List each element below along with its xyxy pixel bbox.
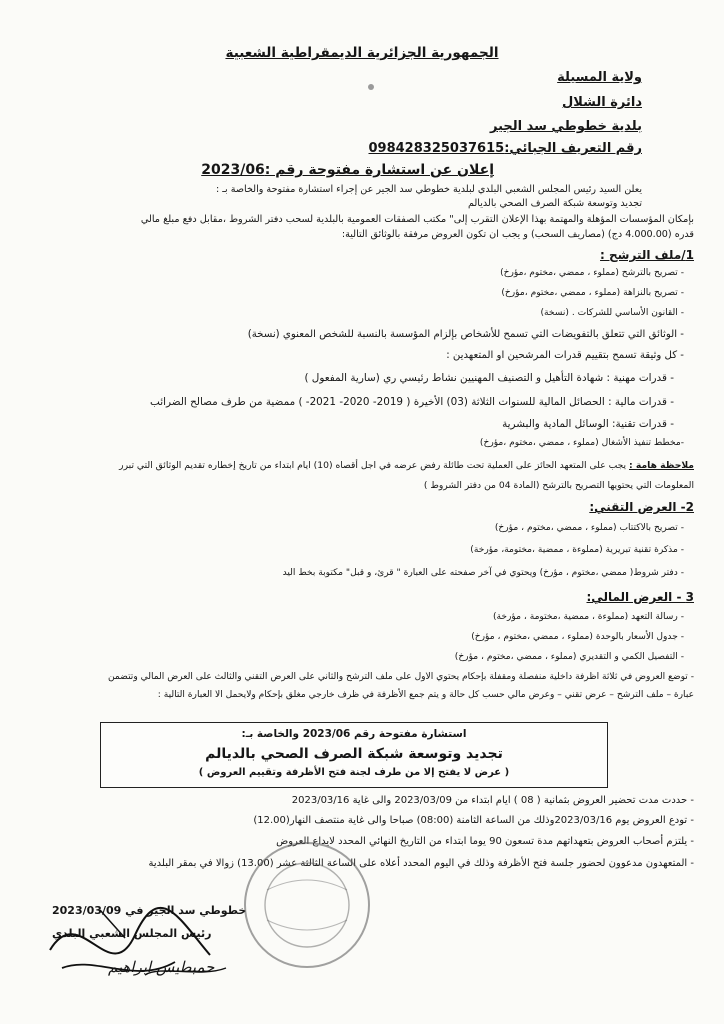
candidacy-item: - تصريح بالترشح (مملوء ، ممضي ،مختوم ،مؤرخ)	[500, 268, 684, 278]
box-line-1: استشارة مفتوحة رقم 2023/06 والخاصة بـ:	[241, 728, 467, 740]
announcement-title: إعلان عن استشارة مفتوحة رقم :2023/06	[201, 162, 494, 178]
republic-heading: الجمهورية الجزائرية الديمقراطية الشعبية	[225, 45, 499, 61]
financial-item: - رسالة التعهد (مملوءة ، ممضية ،مختومة ، مؤرخة)	[492, 612, 684, 622]
intro-line-2: تجديد وتوسعة شبكة الصرف الصحي بالديالم	[468, 198, 642, 209]
financial-item: - جدول الأسعار بالوحدة (مملوء ، ممضي ،مختوم ، مؤرخ)	[471, 632, 684, 642]
candidacy-item: - تصريح بالنزاهة (مملوء ، ممضي ،مختوم ،مؤرخ)	[501, 288, 684, 298]
important-note-text-2: المعلومات التي يحتويها التصريح بالترشح (المادة 04 من دفتر الشروط )	[423, 480, 694, 491]
intro-line-4: قدره (4.000.00 دج) (مصاريف السحب) و يجب ان تكون العروض مرفقة بالوثائق التالية:	[341, 229, 694, 240]
financial-item: - التفصيل الكمي و التقديري (مملوء ، ممضي ،مختوم ، مؤرخ)	[454, 652, 684, 662]
official-stamp	[232, 830, 382, 980]
important-note-text: يجب على المتعهد الحائز على العملية تحت طائلة رفض عرضه في اجل أقصاه (10) ايام ابتداء من تاريخ إخطاره تقديم الوثائق التي تبرر	[119, 460, 627, 471]
daira-label: دائرة الشلال	[561, 95, 642, 110]
candidacy-item: -مخطط تنفيذ الأشغال (مملوء ، ممضي ،مختوم ،مؤرخ)	[479, 438, 684, 448]
commune-label: بلدية خطوطي سد الجير	[489, 119, 642, 134]
intro-line-1: يعلن السيد رئيس المجلس الشعبي البلدي لبلدية خطوطي سد الجير عن إجراء استشارة مفتوحة والخاصة بـ :	[215, 184, 642, 195]
technical-item: - دفتر شروط( ممضي ،مختوم ، مؤرخ) ويحتوي في آخر صفحته على العبارة " قرئ، و قبل" مكتوبة بخط اليد	[282, 568, 684, 578]
box-line-2: تجديد وتوسعة شبكة الصرف الصحي بالديالم	[205, 746, 503, 762]
tax-id-label: رقم التعريف الجبائي:098428325037615	[368, 141, 642, 156]
handwritten-signature	[40, 880, 240, 1000]
closing-line: - المتعهدون مدعوون لحضور جلسة فتح الأظرفة وذلك في اليوم المحدد أعلاه على الساعة الثالثة عشر (13.00) زوالا في بمقر البلدية	[148, 858, 694, 869]
candidacy-item: - قدرات مالية : الحصائل المالية للسنوات الثلاثة (03) الأخيرة ( 2019- 2020- 2021- ) ممضية من طرف مصالح الضرائب	[150, 396, 674, 408]
candidacy-item: - الوثائق التي تتعلق بالتفويضات التي تسمح للأشخاص بإلزام المؤسسة بالنسبة للشخص المعنوي (نسخة)	[247, 329, 684, 340]
signature-place-date: خطوطي سد الجير في 2023/03/09	[52, 904, 247, 917]
technical-heading: 2- العرض التقني:	[589, 500, 694, 514]
candidacy-item: - قدرات تقنية: الوسائل المادية والبشرية	[502, 418, 674, 430]
candidacy-item: - كل وثيقة تسمح بتقييم قدرات المرشحين او المتعهدين :	[446, 350, 684, 361]
wilaya-label: ولاية المسيلة	[557, 70, 642, 85]
technical-item: - مذكرة تقنية تبريرية (مملوءة ، ممضية ،مختومة، مؤرخة)	[470, 545, 684, 555]
candidacy-item: - القانون الأساسي للشركات . (نسخة)	[540, 308, 684, 318]
box-line-3: ( عرض لا يفتح إلا من طرف لجنة فتح الأظرفة وتقييم العروض )	[198, 767, 510, 778]
scan-mark	[368, 84, 374, 90]
signature-role: رئيس المجلس الشعبي البلدي	[52, 927, 212, 940]
candidacy-heading: 1/ملف الترشح :	[600, 248, 694, 262]
envelope-instruction-2: عبارة – ملف الترشح – عرض تقني – وعرض مالي حسب كل حالة و يتم جمع الأظرفة في ظرف خارجي مغلق بإحكام ولايحمل الا العبارة التالية :	[157, 690, 694, 700]
financial-heading: 3 - العرض المالي:	[586, 590, 694, 604]
closing-line: - حددت مدت تحضير العروض بثمانية ( 08 ) ايام ابتداء من 2023/03/09 والى غاية 2023/03/16	[291, 795, 694, 806]
important-note-label: ملاحظة هامة :	[629, 460, 694, 471]
closing-line: - تودع العروض يوم 2023/03/16وذلك من الساعة الثامنة (08:00) صباحا والى غاية منتصف النهار(12.00)	[253, 815, 694, 826]
signatory-name: حمبطيس ابراهيم	[108, 958, 215, 976]
outer-envelope-box	[100, 722, 608, 788]
envelope-instruction: - توضع العروض في ثلاثة اظرفة داخلية منفصلة ومقفلة بإحكام يحتوي الأول على ملف الترشح والثاني على العرض التقني والثالث على العرض المالي وتتضمن	[108, 672, 694, 682]
technical-item: - تصريح بالاكتتاب (مملوء ، ممضي ،مختوم ، مؤرخ)	[494, 523, 684, 533]
closing-line: - يلتزم أصحاب العروض بتعهداتهم مدة تسعون 90 يوما ابتداء من التاريخ النهائي المحدد لايداع العروض	[276, 836, 694, 847]
candidacy-item: - قدرات مهنية : شهادة التأهيل و التصنيف المهنيين نشاط رئيسي ري (سارية المفعول )	[304, 372, 674, 384]
intro-line-3: بإمكان المؤسسات المؤهلة والمهتمة بهذا الإعلان التقرب إلى" مكتب الصفقات العمومية بالبلدية لسحب دفتر الشروط ،مقابل دفع مبلغ مالي	[140, 214, 694, 225]
important-note	[119, 460, 694, 471]
